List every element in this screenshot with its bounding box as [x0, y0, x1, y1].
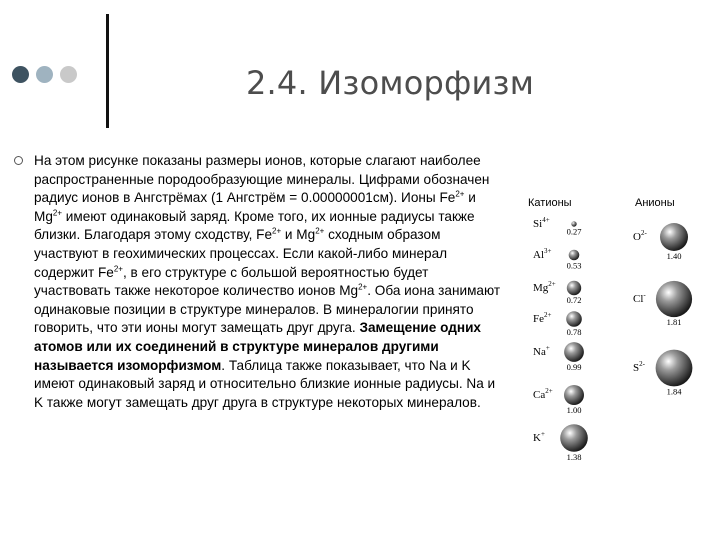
vertical-divider: [106, 14, 109, 128]
ion-charge: 2-: [640, 229, 647, 237]
ion-symbol: K+: [533, 430, 545, 444]
ion-charge: -: [643, 291, 646, 299]
ion-radius-value: 0.99: [566, 361, 582, 372]
superscript: 2+: [315, 226, 325, 236]
ion-radius-value: 1.81: [666, 317, 682, 328]
bullet-dots: [12, 66, 77, 83]
ion-charge: +: [545, 344, 550, 352]
ion-symbol: $O^{2-}$: [633, 229, 647, 243]
superscript: 2+: [358, 282, 368, 292]
ion-symbol: Cl-: [633, 291, 646, 305]
ion-radius-value: 0.53: [566, 260, 582, 271]
ion-radius-diagram: [520, 195, 710, 470]
cations-header: Катионы: [528, 197, 572, 209]
ion-charge: 2+: [544, 311, 552, 319]
text-segment: , в его структуре с большой вероятностью будет участвовать также некоторое количество ионов Mg: [34, 264, 429, 299]
ion-sphere: [560, 424, 588, 452]
dot-dark: [12, 66, 29, 83]
bullet-icon: [14, 156, 23, 165]
definition-bold: Замещение одних атомов или их соединений в структуре минералов другими называется изоморфизмом: [34, 320, 481, 373]
ion-sphere: [566, 311, 582, 327]
text-segment: и Mg: [281, 227, 316, 243]
ion-charge: 2+: [548, 280, 556, 288]
text-segment: . Таблица также показывает, что Na и K имеют одинаковый заряд и относительно близкие ионные радиусы. Na и K также могут замещать друг друга в структуре некоторых минералов.: [34, 357, 496, 410]
anion-list: [633, 223, 692, 396]
cation-ion-na: [533, 342, 584, 372]
cation-ion-ca: [533, 385, 584, 415]
ion-symbol: $Mg^{2+}$: [533, 280, 556, 294]
ion-symbol: $S^{2-}$: [633, 360, 645, 374]
ion-sphere: [567, 281, 581, 295]
ion-sphere: [564, 385, 584, 405]
cation-list: [533, 216, 588, 462]
ion-sphere: [660, 223, 688, 251]
ion-radius-svg: [520, 195, 710, 470]
ion-charge: 2-: [639, 360, 645, 368]
dot-medium: [36, 66, 53, 83]
ion-radius-value: 0.27: [566, 226, 582, 237]
superscript: 2+: [52, 208, 63, 218]
ion-symbol: $Si^{4+}$: [533, 216, 550, 230]
ion-radius-value: 1.00: [566, 405, 582, 415]
ion-radius-value: 1.84: [666, 386, 682, 397]
ion-symbol: Na+: [533, 344, 550, 358]
cation-ion-fe: [533, 311, 582, 337]
ion-charge: 3+: [544, 247, 552, 255]
anion-ion-s: [633, 350, 692, 397]
ion-charge: +: [540, 430, 545, 438]
cation-ion-mg: [533, 280, 581, 305]
ion-radius-value: 0.72: [566, 295, 582, 306]
text-segment: и Mg: [34, 190, 476, 224]
ion-sphere: [656, 281, 692, 317]
anion-ion-o: [633, 223, 688, 261]
slide-title: 2.4. Изоморфизм: [246, 64, 535, 102]
cation-ion-al: [533, 247, 581, 270]
ion-sphere: [564, 342, 584, 362]
cation-ion-k: [533, 424, 588, 462]
ion-radius-value: 0.78: [566, 326, 582, 337]
ion-symbol: $Ca^{2+}$: [533, 387, 553, 401]
ion-charge: 2+: [545, 387, 553, 395]
superscript: 2+: [455, 189, 465, 199]
text-segment: . Оба иона занимают одинаковые позиции в структуре минералов. В минералогии принято говорить, что эти ионы могут замещать друг друга.: [34, 283, 501, 336]
ion-sphere: [569, 250, 580, 261]
ion-charge: 4+: [542, 216, 550, 224]
ion-symbol: $Al^{3+}$: [533, 247, 552, 261]
ion-radius-value: 1.38: [566, 451, 582, 462]
text-segment: На этом рисунке показаны размеры ионов, которые слагают наиболее распространенные породообразующие минералы. Цифрами обозначен радиус ионов в Ангстрёмах (1 Ангстрём = 0.00000001см). Ионы Fe: [34, 153, 490, 206]
dot-light: [60, 66, 77, 83]
ion-radius-value: 1.40: [666, 251, 682, 261]
anions-header: Анионы: [635, 197, 675, 209]
superscript: 2+: [113, 264, 123, 274]
body-paragraph: [34, 152, 506, 412]
ion-sphere: [656, 350, 693, 387]
anion-ion-cl: [633, 281, 692, 327]
superscript: 2+: [272, 226, 282, 236]
cation-ion-si: [533, 216, 581, 237]
text-segment: сходным образом участвуют в геохимических процессах. Если какой-либо минерал содержит Fe: [34, 227, 448, 280]
ion-symbol: $Fe^{2+}$: [533, 311, 552, 325]
text-segment: имеют одинаковый заряд. Кроме того, их ионные радиусы также близки. Благодаря этому сходству, Fe: [34, 208, 475, 243]
